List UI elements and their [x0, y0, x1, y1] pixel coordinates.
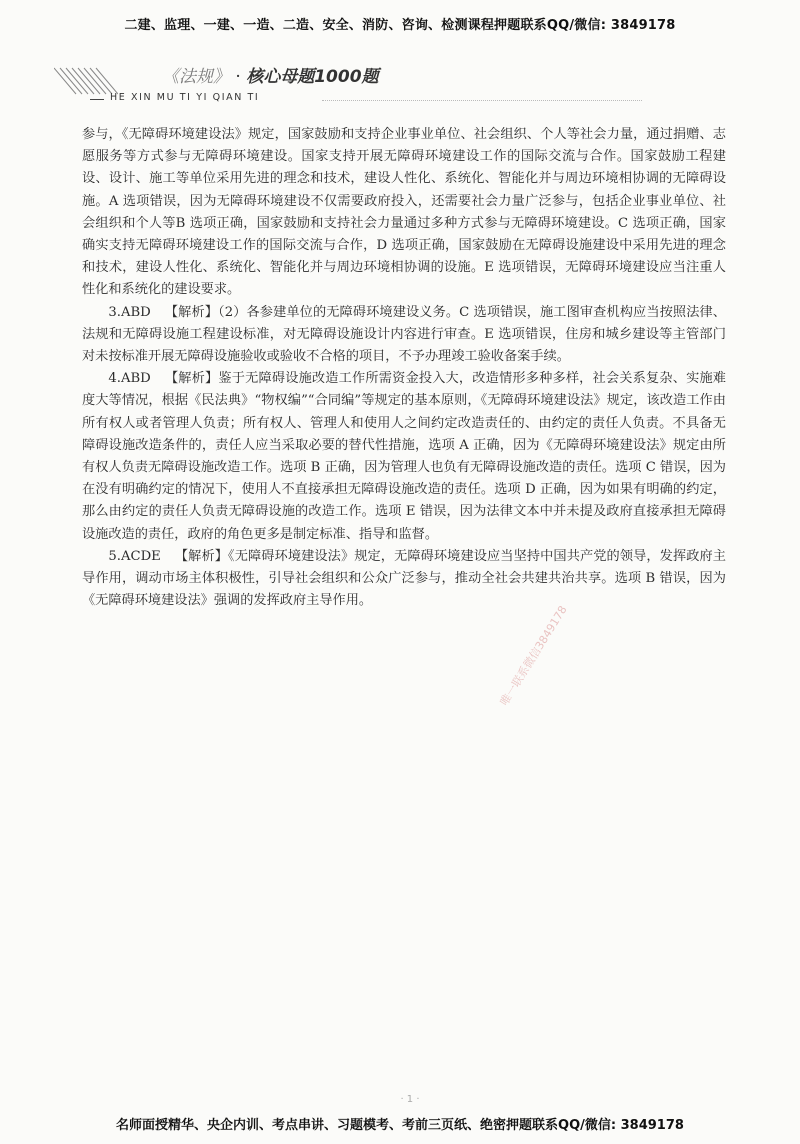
- answer-3-text: 【解析】（2）各参建单位的无障碍环境建设义务。C 选项错误，施工图审查机构应当按照法律、法规和无障碍设施工程建设标准，对无障碍设施设计内容进行审查。E 选项错误，住房和城乡建设等主管部门对未按标准开展无障碍设施验收或验收不合格的项目，不予办理竣工验收备案手续。: [82, 304, 726, 365]
- bottom-banner: 名师面授精华、央企内训、考点串讲、习题模考、考前三页纸、绝密押题联系QQ/微信: 3849178: [116, 1118, 684, 1133]
- answer-4-number: 4.ABD: [108, 371, 151, 387]
- title-separator-dot: ·: [235, 67, 241, 87]
- book-header: [50, 58, 750, 114]
- answer-3-number: 3.ABD: [108, 304, 151, 320]
- paragraph-continued: 参与，《无障碍环境建设法》规定，国家鼓励和支持企业事业单位、社会组织、个人等社会力量，通过捐赠、志愿服务等方式参与无障碍环境建设。国家支持开展无障碍环境建设工作的国际交流与合作。国家鼓励工程建设、设计、施工等单位采用先进的理念和技术，建设人性化、系统化、智能化并与周边环境相协调的无障碍设施。A 选项错误，因为无障碍环境建设不仅需要政府投入，还需要社会力量广泛参与，包括企业事业单位、社会组织和个人等B 选项正确，国家鼓励和支持社会力量通过多种方式参与无障碍环境建设。C 选项正确，国家确实支持无障碍环境建设工作的国际交流与合作，D 选项正确，国家鼓励在无障碍设施建设中采用先进的理念和技术，建设人性化、系统化、智能化并与周边环境相协调的设施。E 选项错误，无障碍环境建设应当注重人性化和系统化的建设要求。: [82, 127, 726, 298]
- pinyin-row: [90, 92, 750, 108]
- page-number: · 1 ·: [400, 1094, 420, 1105]
- answer-4: [82, 368, 726, 546]
- pinyin-subtitle: HE XIN MU TI YI QIAN TI: [110, 92, 260, 103]
- book-title-main: 核心母题1000题: [246, 67, 379, 87]
- top-banner: 二建、监理、一建、一造、二造、安全、消防、咨询、检测课程押题联系QQ/微信: 3849178: [124, 18, 676, 33]
- pinyin-dash: [90, 99, 104, 100]
- watermark: 唯一联系微信3849178: [497, 603, 570, 708]
- answer-5-text: 【解析】《无障碍环境建设法》规定，无障碍环境建设应当坚持中国共产党的领导，发挥政府主导作用，调动市场主体积极性，引导社会组织和公众广泛参与，推动全社会共建共治共享。选项 B 错误，因为《无障碍环境建设法》强调的发挥政府主导作用。: [82, 548, 726, 609]
- answer-3: [82, 302, 726, 369]
- book-title-open: 《法规》: [162, 67, 230, 87]
- book-title: [162, 62, 379, 87]
- answer-content: [82, 124, 726, 612]
- answer-5-number: 5.ACDE: [108, 548, 161, 564]
- answer-4-text: 【解析】鉴于无障碍设施改造工作所需资金投入大，改造情形多种多样，社会关系复杂、实施难度大等情况，根据《民法典》“物权编”“合同编”等规定的基本原则，《无障碍环境建设法》规定，该改造工作由所有权人或者管理人负责；所有权人、管理人和使用人之间约定改造责任的、由约定的责任人负责。不具备无障碍设施改造条件的，责任人应当采取必要的替代性措施，选项 A 正确，因为《无障碍环境建设法》规定由所有权人负责无障碍设施改造工作。选项 B 正确，因为管理人也负有无障碍设施改造的责任。选项 C 错误，因为在没有明确约定的情况下，使用人不直接承担无障碍设施改造的责任。选项 D 正确，因为如果有明确的约定，那么由约定的责任人负责无障碍设施的改造工作。选项 E 错误，因为法律文本中并未提及政府直接承担无障碍设施改造的责任，政府的角色更多是制定标准、指导和监督。: [82, 371, 726, 542]
- answer-5: [82, 546, 726, 613]
- header-rule: [322, 100, 642, 101]
